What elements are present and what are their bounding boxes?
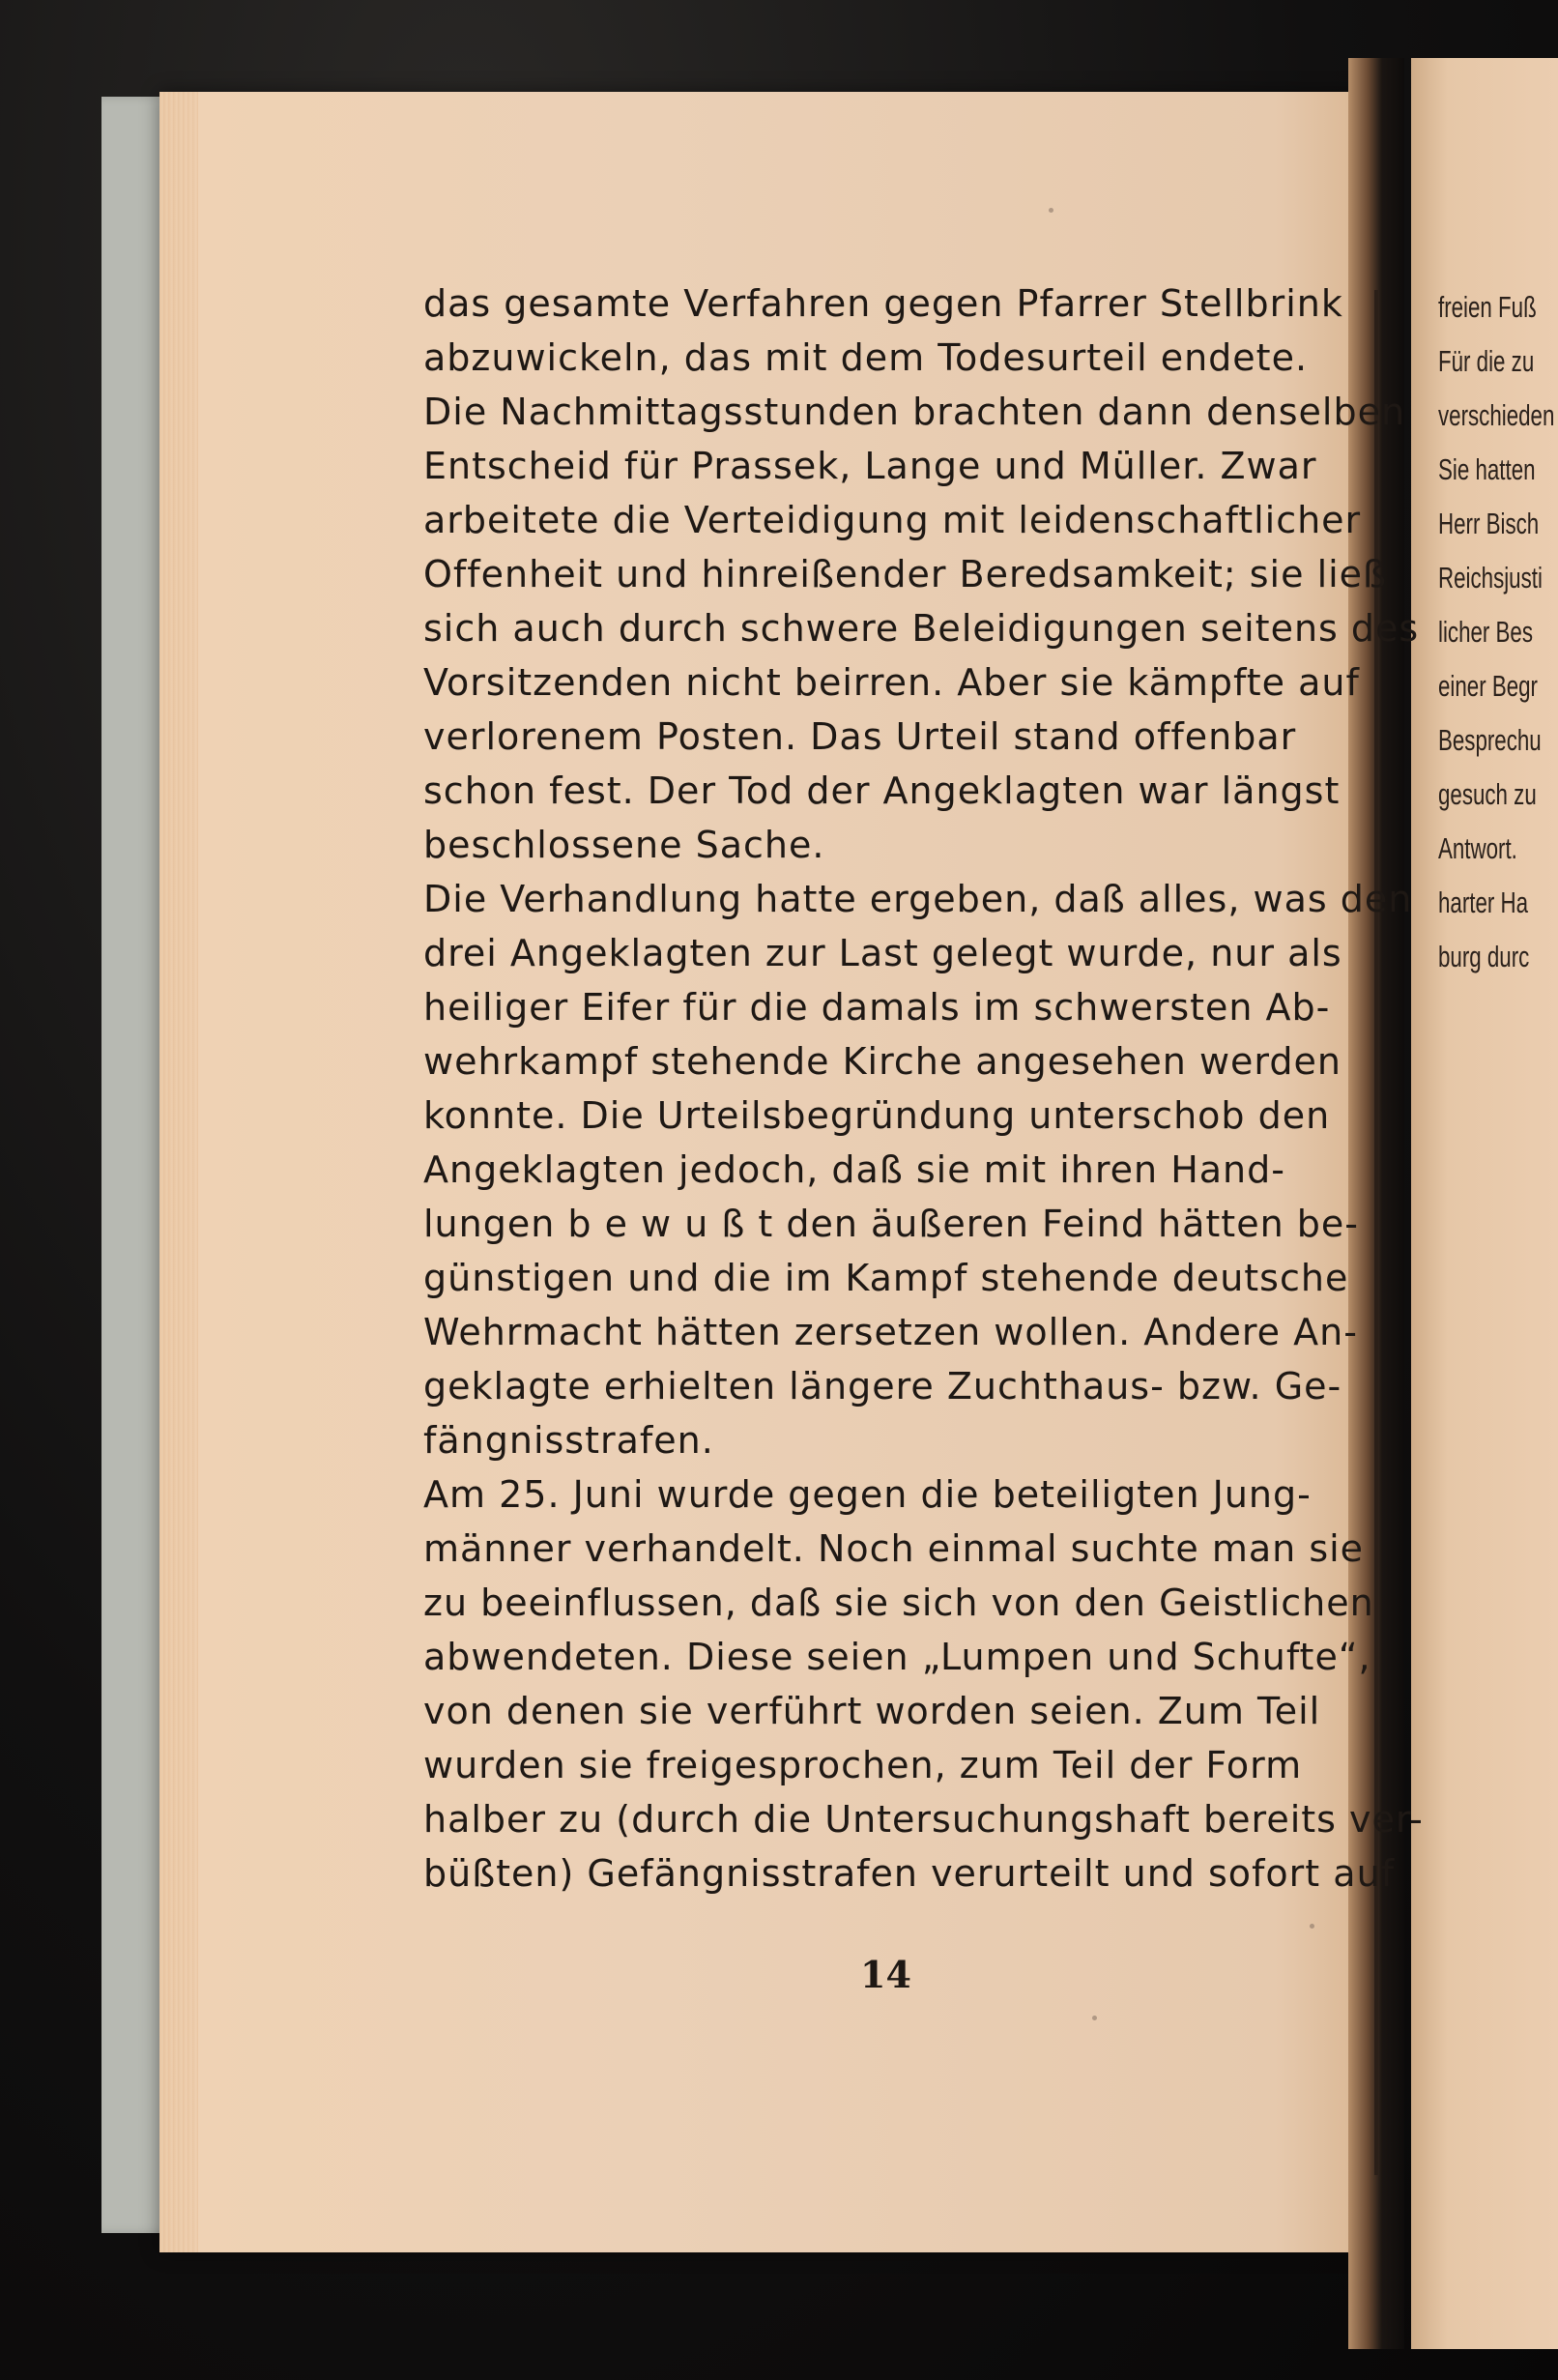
paper-speck xyxy=(1310,1924,1314,1929)
text-line: Vorsitzenden nicht beirren. Aber sie kämpfte auf xyxy=(423,661,1360,704)
text-line: Die Verhandlung hatte ergeben, daß alles, was den xyxy=(423,878,1413,920)
text-line: beschlossene Sache. xyxy=(423,824,825,866)
text-line: konnte. Die Urteilsbegründung unterschob den xyxy=(423,1094,1331,1137)
text-line: wurden sie freigesprochen, zum Teil der Form xyxy=(423,1744,1303,1786)
text-line: günstigen und die im Kampf stehende deutsche xyxy=(423,1257,1349,1299)
next-page-line: Besprechu xyxy=(1438,723,1542,757)
text-line: Wehrmacht hätten zersetzen wollen. Andere An- xyxy=(423,1311,1358,1353)
text-line: sich auch durch schwere Beleidigungen seitens des xyxy=(423,607,1420,650)
next-page-line: Sie hatten xyxy=(1438,452,1536,486)
text-line: Offenheit und hinreißender Beredsamkeit; sie ließ xyxy=(423,553,1387,595)
next-page-line: harter Ha xyxy=(1438,885,1529,919)
next-page-line: einer Begr xyxy=(1438,669,1538,703)
text-line: zu beeinflussen, daß sie sich von den Geistlichen xyxy=(423,1582,1374,1624)
text-line: abwendeten. Diese seien „Lumpen und Schufte“, xyxy=(423,1636,1371,1678)
text-line: büßten) Gefängnisstrafen verurteilt und sofort auf xyxy=(423,1852,1396,1895)
text-line: fängnisstrafen. xyxy=(423,1419,714,1462)
text-line: Angeklagten jedoch, daß sie mit ihren Hand- xyxy=(423,1148,1285,1191)
text-line: geklagte erhielten längere Zuchthaus- bzw. Ge- xyxy=(423,1365,1342,1408)
next-page-line: Reichsjusti xyxy=(1438,561,1543,595)
next-page-line: verschieden xyxy=(1438,398,1555,432)
paper-speck xyxy=(1092,2016,1097,2020)
text-line: schon fest. Der Tod der Angeklagten war längst xyxy=(423,769,1341,812)
text-line: männer verhandelt. Noch einmal suchte man sie xyxy=(423,1527,1365,1570)
text-line: lungen b e w u ß t den äußeren Feind hätten be- xyxy=(423,1203,1359,1245)
next-page-line: gesuch zu xyxy=(1438,777,1537,811)
next-page-line: Für die zu xyxy=(1438,344,1535,378)
text-line: Am 25. Juni wurde gegen die beteiligten Jung- xyxy=(423,1473,1312,1516)
next-page-line: burg durc xyxy=(1438,940,1530,973)
text-line: abzuwickeln, das mit dem Todesurteil endete. xyxy=(423,336,1309,379)
page-stack-edge xyxy=(159,92,198,2252)
text-line: wehrkampf stehende Kirche angesehen werden xyxy=(423,1040,1342,1083)
text-line: drei Angeklagten zur Last gelegt wurde, nur als xyxy=(423,932,1342,974)
text-line: Entscheid für Prassek, Lange und Müller. Zwar xyxy=(423,445,1317,487)
next-page-line: Herr Bisch xyxy=(1438,507,1540,540)
paper-speck xyxy=(1049,208,1053,213)
page-number: 14 xyxy=(860,1953,911,1996)
text-line: halber zu (durch die Untersuchungshaft bereits ver- xyxy=(423,1798,1424,1841)
text-line: arbeitete die Verteidigung mit leidenschaftlicher xyxy=(423,499,1362,541)
text-line: heiliger Eifer für die damals im schwersten Ab- xyxy=(423,986,1331,1029)
text-line: verlorenem Posten. Das Urteil stand offenbar xyxy=(423,715,1297,758)
next-page-line: freien Fuß xyxy=(1438,290,1537,324)
next-page-line: licher Bes xyxy=(1438,615,1533,649)
text-line: von denen sie verführt worden seien. Zum Teil xyxy=(423,1690,1321,1732)
text-line: das gesamte Verfahren gegen Pfarrer Stellbrink xyxy=(423,282,1343,325)
next-page-line: Antwort. xyxy=(1438,831,1517,865)
text-line: Die Nachmittagsstunden brachten dann denselben xyxy=(423,391,1406,433)
